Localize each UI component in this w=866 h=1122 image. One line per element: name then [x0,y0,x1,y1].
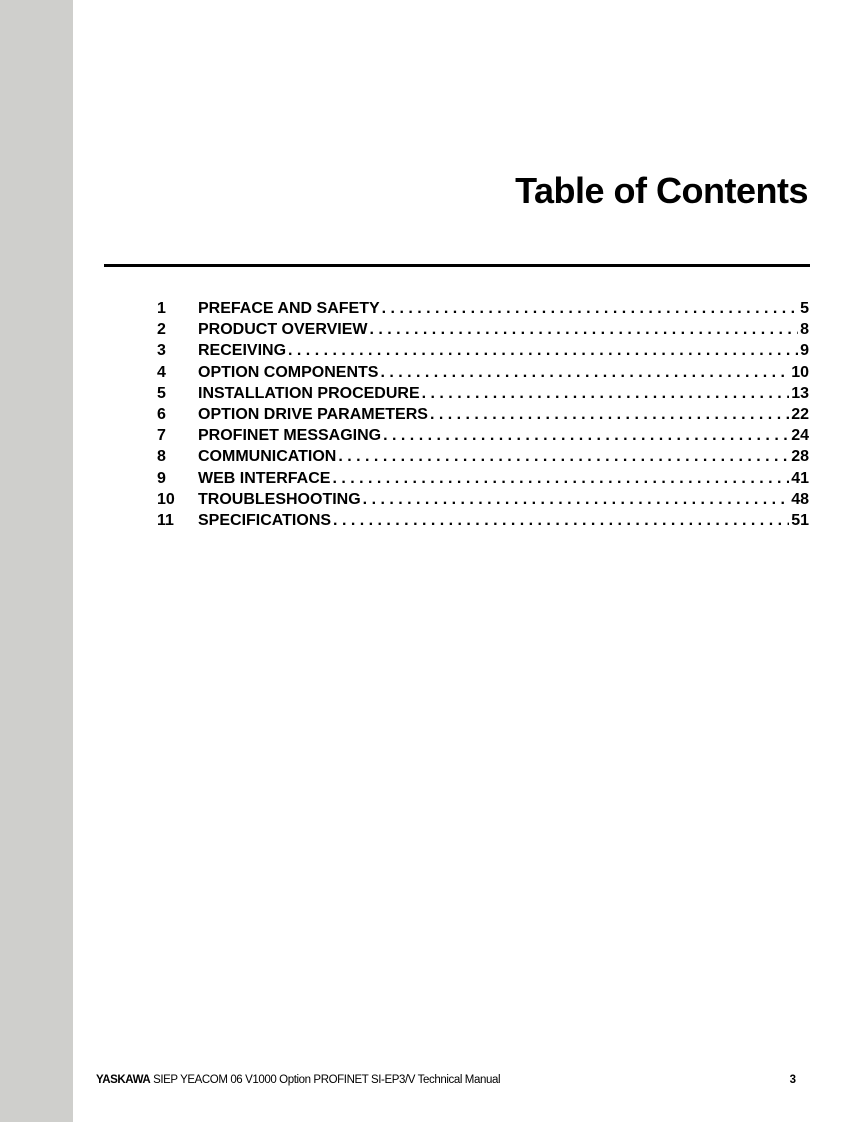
toc-entry-number: 8 [157,448,166,466]
title-divider [104,264,810,267]
toc-entry-title: OPTION DRIVE PARAMETERS [198,405,428,423]
toc-entry-page: 28 [791,448,809,466]
toc-entry-number: 7 [157,427,166,445]
toc-entry[interactable] [157,342,809,363]
toc-entry-number: 6 [157,405,166,423]
toc-entry[interactable] [157,491,809,512]
toc-entry[interactable] [157,321,809,342]
toc-entry[interactable] [157,406,809,427]
toc-entry-page: 51 [791,511,809,529]
toc-dot-leader [288,342,798,360]
toc-entry-title: INSTALLATION PROCEDURE [198,384,420,402]
footer-page-number: 3 [789,1074,796,1086]
toc-entry-title: SPECIFICATIONS [198,511,332,529]
toc-entry-title: PROFINET MESSAGING [198,427,382,445]
toc-dot-leader [380,364,789,382]
footer-brand: YASKAWA [96,1074,151,1086]
toc-entry-page: 10 [791,363,809,381]
toc-entry-page: 24 [791,427,809,445]
toc-entry-number: 5 [157,384,166,402]
toc-dot-leader [430,406,789,424]
toc-entry-page: 48 [791,490,809,508]
toc-entry-number: 2 [157,321,166,339]
toc-entry-number: 11 [157,511,174,529]
toc-entry-page: 8 [800,321,809,339]
toc-dot-leader [370,321,799,339]
toc-entry[interactable] [157,448,809,469]
toc-dot-leader [422,385,790,403]
toc-entry-number: 10 [157,490,175,508]
page-footer [96,1074,500,1086]
toc-dot-leader [383,427,789,445]
toc-entry-title: PRODUCT OVERVIEW [198,321,368,339]
toc-entry-title: WEB INTERFACE [198,469,331,487]
toc-entry-number: 9 [157,469,166,487]
toc-entry-number: 3 [157,342,166,360]
toc-entry-page: 22 [791,405,809,423]
footer-manual-title: SIEP YEACOM 06 V1000 Option PROFINET SI-EP3/V Technical Manual [150,1074,501,1086]
toc-entry-title: PREFACE AND SAFETY [198,300,380,317]
toc-entry[interactable] [157,385,809,406]
table-of-contents [157,300,809,533]
toc-entry-page: 13 [791,384,809,402]
toc-dot-leader [382,300,798,318]
toc-dot-leader [363,491,790,509]
toc-entry-title: OPTION COMPONENTS [198,363,379,381]
page-margin-strip [0,0,73,1122]
toc-entry-title: RECEIVING [198,342,287,360]
toc-entry-title: COMMUNICATION [198,448,337,466]
toc-entry-number: 4 [157,363,166,381]
toc-entry-page: 9 [800,342,809,360]
toc-entry-number: 1 [157,300,166,317]
toc-dot-leader [338,448,789,466]
page-title: Table of Contents [515,170,808,211]
toc-dot-leader [332,470,789,488]
toc-entry[interactable] [157,300,809,321]
toc-entry[interactable] [157,427,809,448]
toc-entry-page: 41 [791,469,809,487]
toc-entry[interactable] [157,470,809,491]
toc-entry[interactable] [157,512,809,533]
toc-entry-title: TROUBLESHOOTING [198,490,361,508]
toc-entry-page: 5 [800,300,809,317]
toc-dot-leader [333,512,789,530]
toc-entry[interactable] [157,364,809,385]
